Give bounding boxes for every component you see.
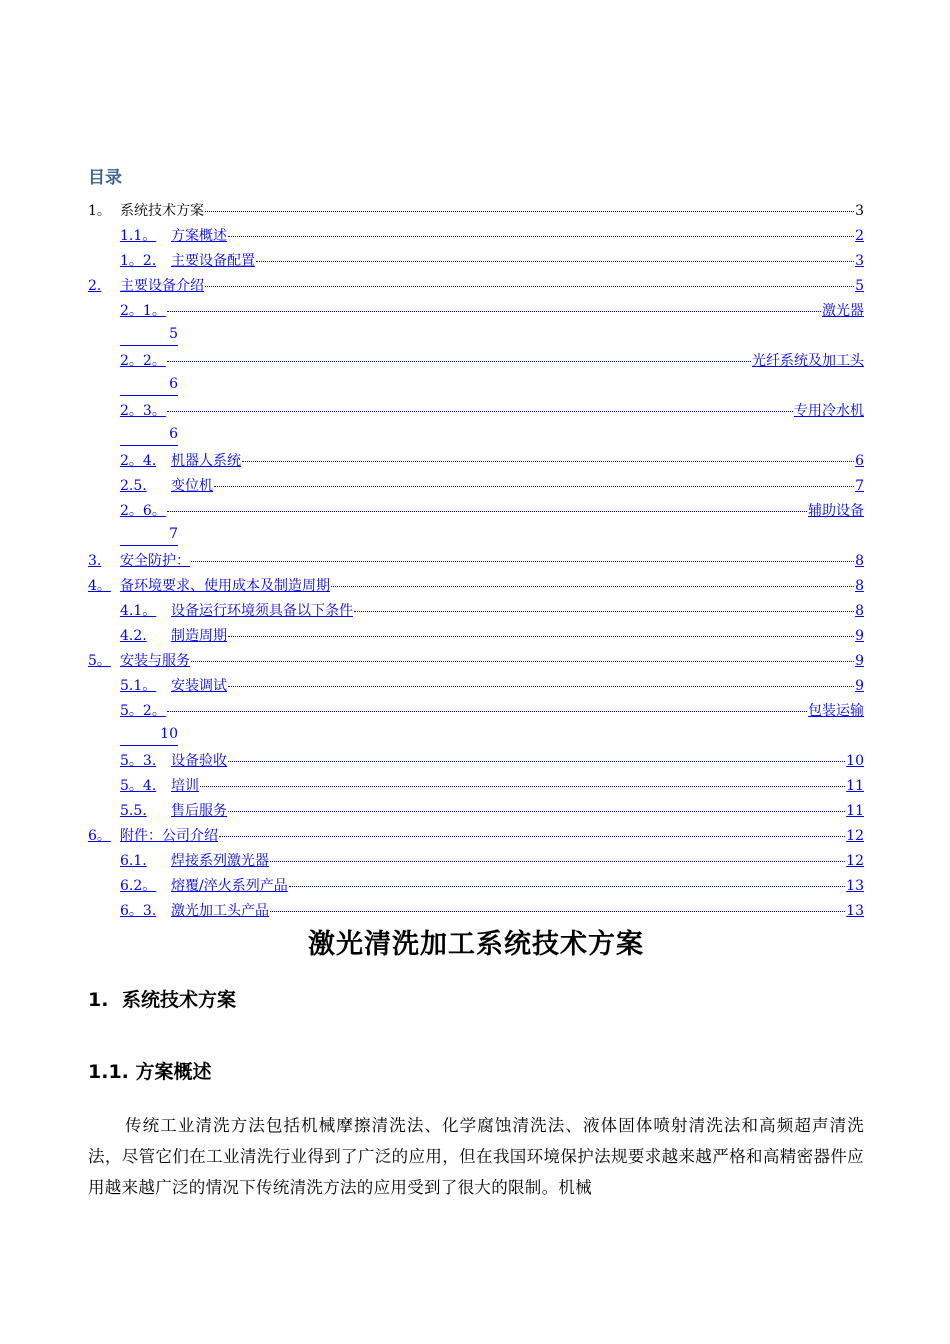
toc-entry[interactable] bbox=[88, 899, 864, 924]
toc-entry-number: 6。3. bbox=[120, 903, 157, 919]
toc-entry-page-wrap[interactable] bbox=[88, 524, 864, 549]
toc-entry-label: 激光加工头产品 bbox=[171, 903, 269, 919]
toc-entry-label: 主要设备配置 bbox=[171, 253, 255, 269]
toc-entry-page: 2 bbox=[855, 228, 864, 244]
toc-entry[interactable] bbox=[88, 674, 864, 699]
toc-entry-page: 8 bbox=[855, 603, 864, 619]
toc-entry-label: 变位机 bbox=[171, 478, 213, 494]
toc-entry-number: 5。4. bbox=[120, 778, 157, 794]
toc-entry-page-wrap[interactable] bbox=[88, 424, 864, 449]
toc-entry-page-wrap[interactable] bbox=[88, 724, 864, 749]
toc-entry[interactable] bbox=[88, 349, 864, 374]
toc-leader-dots bbox=[214, 486, 854, 487]
toc-entry[interactable] bbox=[88, 499, 864, 524]
toc-entry-label: 光纤系统及加工头 bbox=[752, 353, 864, 369]
toc-entry-number: 5.1。 bbox=[120, 678, 157, 694]
toc-entry-number: 5。2。 bbox=[120, 703, 166, 719]
toc-entry-page: 10 bbox=[120, 724, 178, 746]
document-title: 激光清洗加工系统技术方案 bbox=[308, 929, 644, 960]
toc-entry[interactable] bbox=[88, 474, 864, 499]
toc-entry-page: 6 bbox=[120, 374, 178, 396]
toc-entry-label: 熔覆/淬火系列产品 bbox=[171, 878, 288, 894]
toc-entry[interactable] bbox=[88, 224, 864, 249]
toc-entry-label: 激光器 bbox=[822, 303, 864, 319]
toc-entry-number: 6.1. bbox=[120, 853, 147, 869]
toc-entry-page: 5 bbox=[120, 324, 178, 346]
toc-entry-page: 13 bbox=[846, 878, 864, 894]
toc-entry-page: 6 bbox=[120, 424, 178, 446]
toc-entry-label: 制造周期 bbox=[171, 628, 227, 644]
toc-entry[interactable] bbox=[88, 799, 864, 824]
toc-entry-page: 12 bbox=[846, 853, 864, 869]
toc-entry[interactable] bbox=[88, 649, 864, 674]
toc-entry[interactable] bbox=[88, 599, 864, 624]
toc-entry-label: 安装调试 bbox=[171, 678, 227, 694]
toc-leader-dots bbox=[242, 461, 854, 462]
toc-title: 目录 bbox=[88, 168, 122, 188]
toc-entry-number: 2。4. bbox=[120, 453, 157, 469]
toc-entry[interactable] bbox=[88, 624, 864, 649]
toc-entry-label: 安装与服务 bbox=[120, 653, 190, 669]
toc-leader-dots bbox=[219, 836, 845, 837]
toc-entry[interactable] bbox=[88, 874, 864, 899]
toc-entry-number: 2.5. bbox=[120, 478, 147, 494]
toc-entry-label: 主要设备介绍 bbox=[120, 278, 204, 294]
toc-entry-number: 5。 bbox=[88, 653, 111, 669]
toc-entry-number: 5。3. bbox=[120, 753, 157, 769]
subsection-heading: 1.1. 方案概述 bbox=[88, 1061, 212, 1083]
toc-entry-label: 方案概述 bbox=[171, 228, 227, 244]
toc-entry-page: 8 bbox=[855, 553, 864, 569]
toc-leader-dots bbox=[228, 761, 845, 762]
toc-entry-number: 2。2。 bbox=[120, 353, 166, 369]
toc-entry-label: 培训 bbox=[171, 778, 199, 794]
toc-entry-label: 安全防护： bbox=[120, 553, 190, 569]
toc-entry-number: 2。1。 bbox=[120, 303, 166, 319]
section-title: 系统技术方案 bbox=[122, 989, 237, 1011]
toc-entry-number: 2。3。 bbox=[120, 403, 166, 419]
toc-entry-number: 5.5. bbox=[120, 803, 147, 819]
toc-leader-dots bbox=[289, 886, 845, 887]
toc-entry[interactable] bbox=[88, 249, 864, 274]
toc-entry-page: 12 bbox=[846, 828, 864, 844]
toc-entry-number: 1。 bbox=[88, 203, 111, 219]
toc-entry-number: 4.1。 bbox=[120, 603, 157, 619]
toc-entry-number: 1.1。 bbox=[120, 228, 157, 244]
toc-leader-dots bbox=[256, 261, 854, 262]
toc-leader-dots bbox=[228, 686, 854, 687]
toc-entry[interactable] bbox=[88, 699, 864, 724]
toc-entry-page: 7 bbox=[120, 524, 178, 546]
toc-entry-number: 1。2. bbox=[120, 253, 157, 269]
toc-entry-page: 9 bbox=[855, 653, 864, 669]
toc-entry-number: 6。 bbox=[88, 828, 111, 844]
toc-entry bbox=[88, 199, 864, 224]
toc-entry-number: 3. bbox=[88, 553, 102, 569]
toc-entry-page: 8 bbox=[855, 578, 864, 594]
toc-entry-number: 2. bbox=[88, 278, 102, 294]
section-heading-1 bbox=[88, 985, 236, 1012]
toc-entry-page: 3 bbox=[855, 253, 864, 269]
toc-entry-number: 4。 bbox=[88, 578, 111, 594]
toc-entry[interactable] bbox=[88, 274, 864, 299]
toc-entry-page: 6 bbox=[855, 453, 864, 469]
toc-entry-page: 11 bbox=[846, 778, 864, 794]
toc-entry[interactable] bbox=[88, 549, 864, 574]
toc-entry[interactable] bbox=[88, 774, 864, 799]
toc-entry-label: 设备运行环境须具备以下条件 bbox=[171, 603, 353, 619]
toc-leader-dots bbox=[167, 411, 793, 412]
toc-entry-number: 6.2。 bbox=[120, 878, 157, 894]
toc-leader-dots bbox=[205, 211, 854, 212]
toc-entry-page: 9 bbox=[855, 678, 864, 694]
toc-leader-dots bbox=[270, 861, 845, 862]
toc-entry-page: 10 bbox=[846, 753, 864, 769]
toc-leader-dots bbox=[167, 311, 821, 312]
toc-entry[interactable] bbox=[88, 849, 864, 874]
toc-entry-label: 包装运输 bbox=[808, 703, 864, 719]
body-paragraph: 传统工业清洗方法包括机械摩擦清洗法、化学腐蚀清洗法、液体固体喷射清洗法和高频超声清洗法，尽管它们在工业清洗行业得到了广泛的应用，但在我国环境保护法规要求越来越严格和高精密器件应用越来越广泛的情况下传统清洗方法的应用受到了很大的限制。机械 bbox=[88, 1116, 864, 1197]
toc-entry-label: 系统技术方案 bbox=[120, 203, 204, 219]
toc-leader-dots bbox=[191, 561, 854, 562]
toc-entry-label: 机器人系统 bbox=[171, 453, 241, 469]
toc-leader-dots bbox=[228, 811, 845, 812]
toc-leader-dots bbox=[228, 636, 854, 637]
toc-leader-dots bbox=[167, 511, 807, 512]
toc-entry-page: 11 bbox=[846, 803, 864, 819]
toc-leader-dots bbox=[331, 586, 854, 587]
toc-entry-label: 辅助设备 bbox=[808, 503, 864, 519]
table-of-contents bbox=[88, 199, 864, 924]
toc-entry-page: 9 bbox=[855, 628, 864, 644]
toc-entry[interactable] bbox=[88, 749, 864, 774]
toc-entry[interactable] bbox=[88, 574, 864, 599]
toc-entry-page-wrap[interactable] bbox=[88, 324, 864, 349]
toc-leader-dots bbox=[205, 286, 854, 287]
toc-leader-dots bbox=[200, 786, 845, 787]
toc-entry[interactable] bbox=[88, 299, 864, 324]
toc-entry[interactable] bbox=[88, 449, 864, 474]
toc-entry[interactable] bbox=[88, 824, 864, 849]
toc-leader-dots bbox=[191, 661, 854, 662]
toc-entry-number: 2。6。 bbox=[120, 503, 166, 519]
toc-entry-page: 13 bbox=[846, 903, 864, 919]
toc-entry-label: 备环境要求、使用成本及制造周期 bbox=[120, 578, 330, 594]
toc-entry-page: 5 bbox=[855, 278, 864, 294]
toc-leader-dots bbox=[270, 911, 845, 912]
toc-entry[interactable] bbox=[88, 399, 864, 424]
toc-leader-dots bbox=[354, 611, 854, 612]
toc-leader-dots bbox=[167, 711, 807, 712]
section-number: 1. bbox=[88, 989, 109, 1011]
toc-entry-label: 售后服务 bbox=[171, 803, 227, 819]
toc-leader-dots bbox=[167, 361, 751, 362]
toc-entry-label: 设备验收 bbox=[171, 753, 227, 769]
toc-entry-number: 4.2. bbox=[120, 628, 147, 644]
toc-leader-dots bbox=[228, 236, 854, 237]
toc-entry-label: 焊接系列激光器 bbox=[171, 853, 269, 869]
toc-entry-label: 附件：公司介绍 bbox=[120, 828, 218, 844]
toc-entry-page: 7 bbox=[855, 478, 864, 494]
toc-entry-page-wrap[interactable] bbox=[88, 374, 864, 399]
toc-entry-label: 专用冷水机 bbox=[794, 403, 864, 419]
toc-entry-page: 3 bbox=[855, 203, 864, 219]
